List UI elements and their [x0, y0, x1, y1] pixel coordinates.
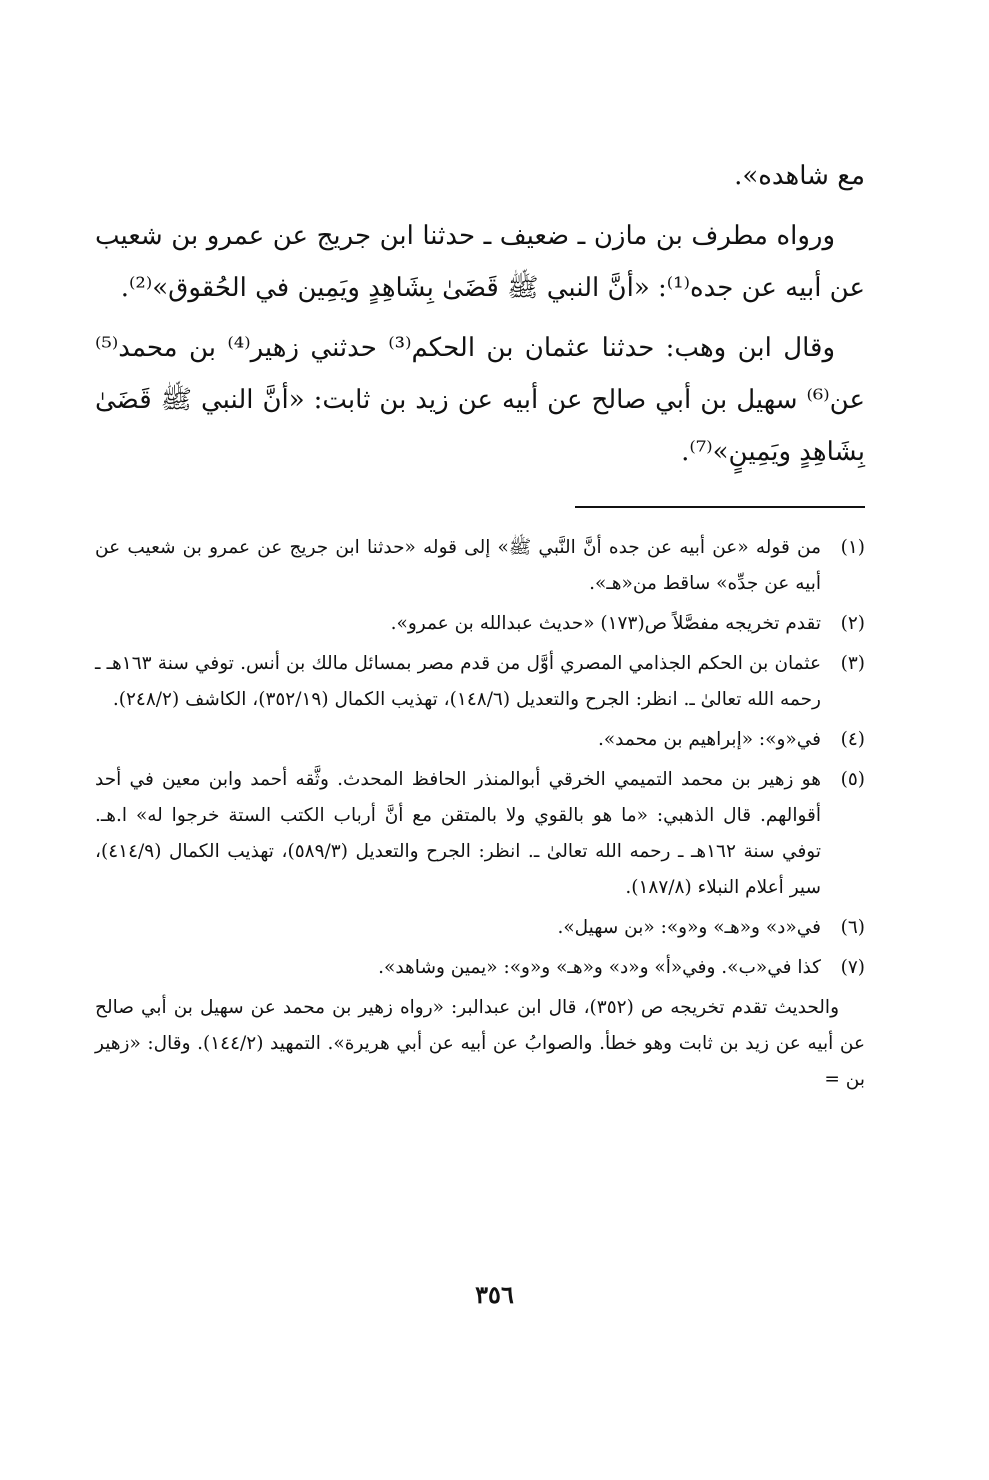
main-paragraph-1: مع شاهده».	[734, 161, 865, 191]
footnote-continuation: والحديث تقدم تخريجه ص (٣٥٢)، قال ابن عبدالبر: «رواه زهير بن محمد عن سهيل بن أبي صالح عن أبيه عن زيد بن ثابت وهو خطأ. والصوابُ عن أبيه عن أبي هريرة». التمهيد (١٤٤/٢). وقال: «زهير بن =	[95, 997, 865, 1090]
footnote-text: في«د» و«هـ» و«و»: «بن سهيل».	[557, 917, 821, 938]
footnote-divider	[575, 506, 865, 508]
footnote-5	[95, 762, 865, 906]
footnote-number: (٤)	[840, 729, 865, 750]
footnotes	[95, 530, 865, 1098]
footnote-4	[95, 722, 865, 758]
footnote-text: هو زهير بن محمد التميمي الخرقي أبوالمنذر الحافظ المحدث. وثَّقه أحمد وابن معين في أحد أقوالهم. قال الذهبي: «ما هو بالقوي ولا بالمتقن مع أنَّ أرباب الكتب الستة خرجوا له» ا.هـ. توفي سنة ١٦٢هـ ـ رحمه الله تعالىٰ ـ. انظر: الجرح والتعديل (٥٨٩/٣)، تهذيب الكمال (٤١٤/٩)، سير أعلام النبلاء (١٨٧/٨).	[95, 769, 821, 898]
footnote-text: تقدم تخريجه مفصَّلاً ص(١٧٣) «حديث عبدالله بن عمرو».	[390, 613, 821, 634]
page-content	[95, 150, 865, 1098]
footnote-2	[95, 606, 865, 642]
footnote-text: في«و»: «إبراهيم بن محمد».	[597, 729, 821, 750]
main-paragraph-2: ورواه مطرف بن مازن ـ ضعيف ـ حدثنا ابن جريج عن عمرو بن شعيب عن أبيه عن جده⁽¹⁾: «أنَّ النبي ﷺ قَضَىٰ بِشَاهِدٍ ويَمِين في الحُقوق»⁽²⁾.	[95, 221, 865, 303]
footnote-text: من قوله «عن أبيه عن جده أنَّ النَّبي ﷺ» إلى قوله «حدثنا ابن جريج عن عمرو بن شعيب عن أبيه عن جدِّه» ساقط من«هـ».	[95, 537, 821, 594]
footnote-number: (٢)	[840, 613, 865, 634]
main-text	[95, 150, 865, 478]
footnote-6	[95, 910, 865, 946]
footnote-number: (٣)	[840, 653, 865, 674]
footnote-text: كذا في«ب». وفي«أ» و«د» و«هـ» و«و»: «يمين وشاهد».	[378, 957, 821, 978]
footnote-text: عثمان بن الحكم الجذامي المصري أوَّل من قدم مصر بمسائل مالك بن أنس. توفي سنة ١٦٣هـ ـ رحمه الله تعالىٰ ـ. انظر: الجرح والتعديل (١٤٨/٦)، تهذيب الكمال (٣٥٢/١٩)، الكاشف (٢٤٨/٢).	[95, 653, 821, 710]
footnote-1	[95, 530, 865, 602]
page-number: ٣٥٦	[475, 1280, 514, 1309]
main-paragraph-3: وقال ابن وهب: حدثنا عثمان بن الحكم⁽³⁾ حدثني زهير⁽⁴⁾ بن محمد⁽⁵⁾ عن⁽⁶⁾ سهيل بن أبي صالح عن أبيه عن زيد بن ثابت: «أنَّ النبي ﷺ قَضَىٰ بِشَاهِدٍ ويَمِينٍ»⁽⁷⁾.	[95, 333, 865, 467]
footnote-number: (٧)	[840, 957, 865, 978]
footnote-number: (٥)	[840, 769, 865, 790]
footnote-7	[95, 950, 865, 986]
footnote-number: (١)	[840, 537, 865, 558]
footnote-number: (٦)	[840, 917, 865, 938]
footnote-3	[95, 646, 865, 718]
